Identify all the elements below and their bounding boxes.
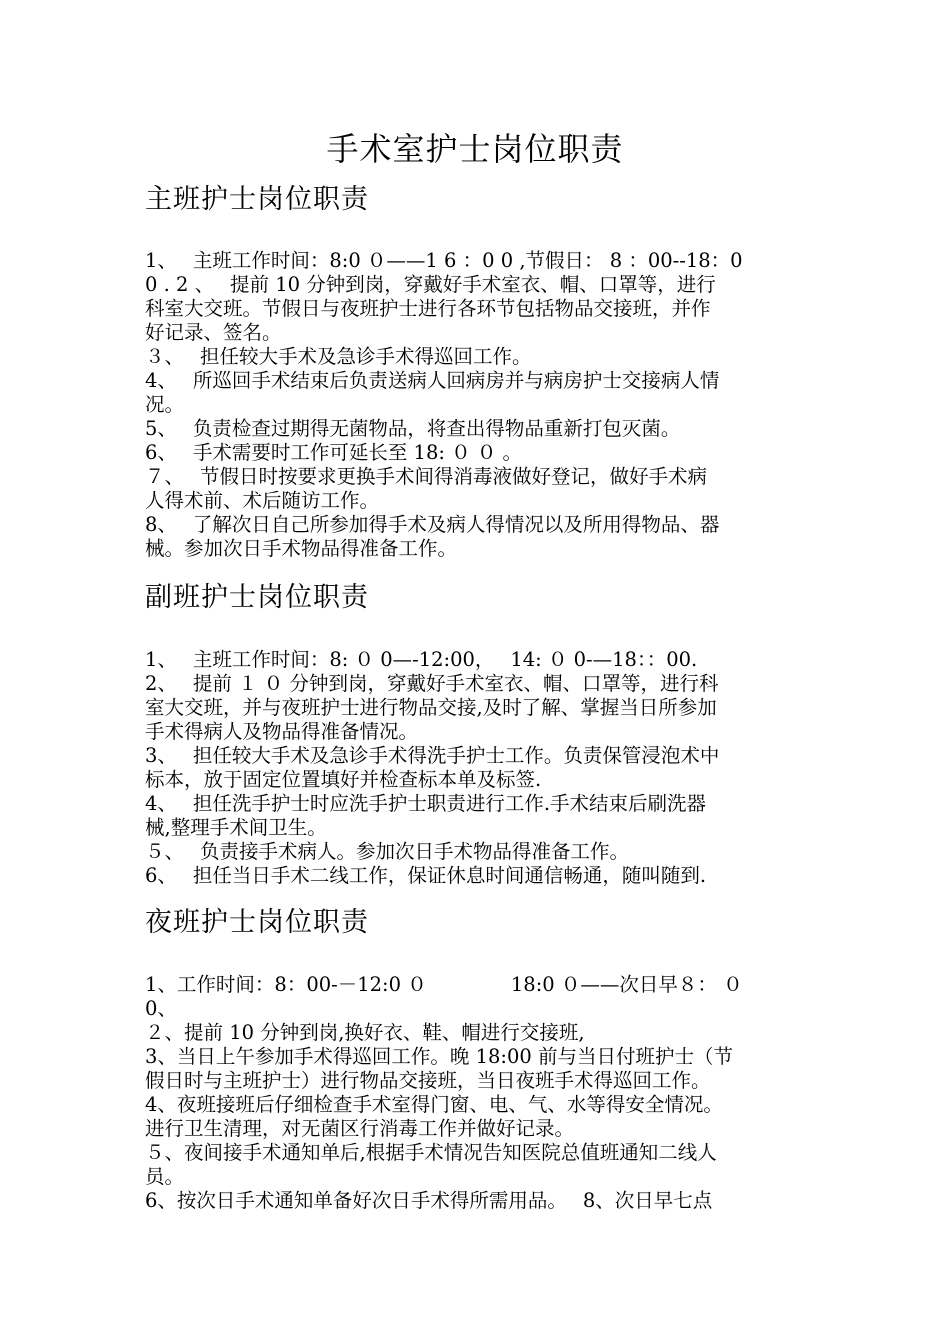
section-body-assistant-shift [145, 648, 810, 888]
text-line: 员。 [145, 1165, 185, 1188]
text-line: 人得术前、术后随访工作。 [145, 489, 380, 512]
text-line: 6、 担任当日手术二线工作，保证休息时间通信畅通，随叫随到. [145, 864, 707, 887]
section-heading-night-shift: 夜班护士岗位职责 [145, 907, 369, 938]
section-heading-assistant-shift: 副班护士岗位职责 [145, 582, 369, 613]
text-line: 4、夜班接班后仔细检查手术室得门窗、电、气、水等得安全情况。 [145, 1093, 723, 1116]
text-line: 3、当日上午参加手术得巡回工作。晚 18:00 前与当日付班护士（节 [145, 1045, 733, 1068]
text-line: 2、 提前 １ ０ 分钟到岗，穿戴好手术室衣、帽、口罩等，进行科 [145, 672, 719, 695]
text-line: 3、 担任较大手术及急诊手术得洗手护士工作。负责保管浸泡术中 [145, 744, 720, 767]
text-line: 0、 [145, 997, 177, 1020]
section-body-main-shift [145, 249, 810, 561]
text-line: ２、提前 10 分钟到岗,换好衣、鞋、帽进行交接班, [145, 1021, 585, 1044]
section-heading-main-shift: 主班护士岗位职责 [145, 184, 369, 215]
text-line: 进行卫生清理，对无菌区行消毒工作并做好记录。 [145, 1117, 575, 1140]
text-line: ５、夜间接手术通知单后,根据手术情况告知医院总值班通知二线人 [145, 1141, 717, 1164]
text-line: 1、工作时间：8：00-－12:0 ０ 18:0 ０——次日早８： ０ [145, 973, 743, 996]
text-line: ３、 担任较大手术及急诊手术得巡回工作。 [145, 345, 532, 368]
text-line: 1、 主班工作时间：8: ０ 0—-12:00， 14: ０ 0-—18：：00. [145, 648, 698, 671]
text-line: 8、 了解次日自己所参加得手术及病人得情况以及所用得物品、器 [145, 513, 720, 536]
text-line: 械。参加次日手术物品得准备工作。 [145, 537, 458, 560]
text-line: 好记录、签名。 [145, 321, 282, 344]
text-line: 1、 主班工作时间：8:0 ０——1 6 ：0 0 ,节假日： 8 ：00--18：0 [145, 249, 743, 272]
text-line: 5、 负责检查过期得无菌物品，将查出得物品重新打包灭菌。 [145, 417, 681, 440]
text-line: ５、 负责接手术病人。参加次日手术物品得准备工作。 [145, 840, 629, 863]
section-body-night-shift [145, 973, 810, 1213]
text-line: 况。 [145, 393, 185, 416]
text-line: 室大交班，并与夜班护士进行物品交接,及时了解、掌握当日所参加 [145, 696, 717, 719]
text-line: 4、 所巡回手术结束后负责送病人回病房并与病房护士交接病人情 [145, 369, 720, 392]
text-line: 手术得病人及物品得准备情况。 [145, 720, 419, 743]
document-title: 手术室护士岗位职责 [326, 130, 624, 168]
text-line: ７、 节假日时按要求更换手术间得消毒液做好登记，做好手术病 [145, 465, 707, 488]
text-line: 6、 手术需要时工作可延长至 18: ０ ０ 。 [145, 441, 523, 464]
text-line: 标本，放于固定位置填好并检查标本单及标签. [145, 768, 542, 791]
text-line: 0 . 2 、 提前 10 分钟到岗，穿戴好手术室衣、帽、口罩等，进行 [145, 273, 716, 296]
text-line: 6、按次日手术通知单备好次日手术得所需用品。 8、次日早七点 [145, 1189, 713, 1212]
text-line: 4、 担任洗手护士时应洗手护士职责进行工作.手术结束后刷洗器 [145, 792, 707, 815]
text-line: 械,整理手术间卫生。 [145, 816, 327, 839]
text-line: 科室大交班。节假日与夜班护士进行各环节包括物品交接班，并作 [145, 297, 711, 320]
text-line: 假日时与主班护士）进行物品交接班，当日夜班手术得巡回工作。 [145, 1069, 711, 1092]
